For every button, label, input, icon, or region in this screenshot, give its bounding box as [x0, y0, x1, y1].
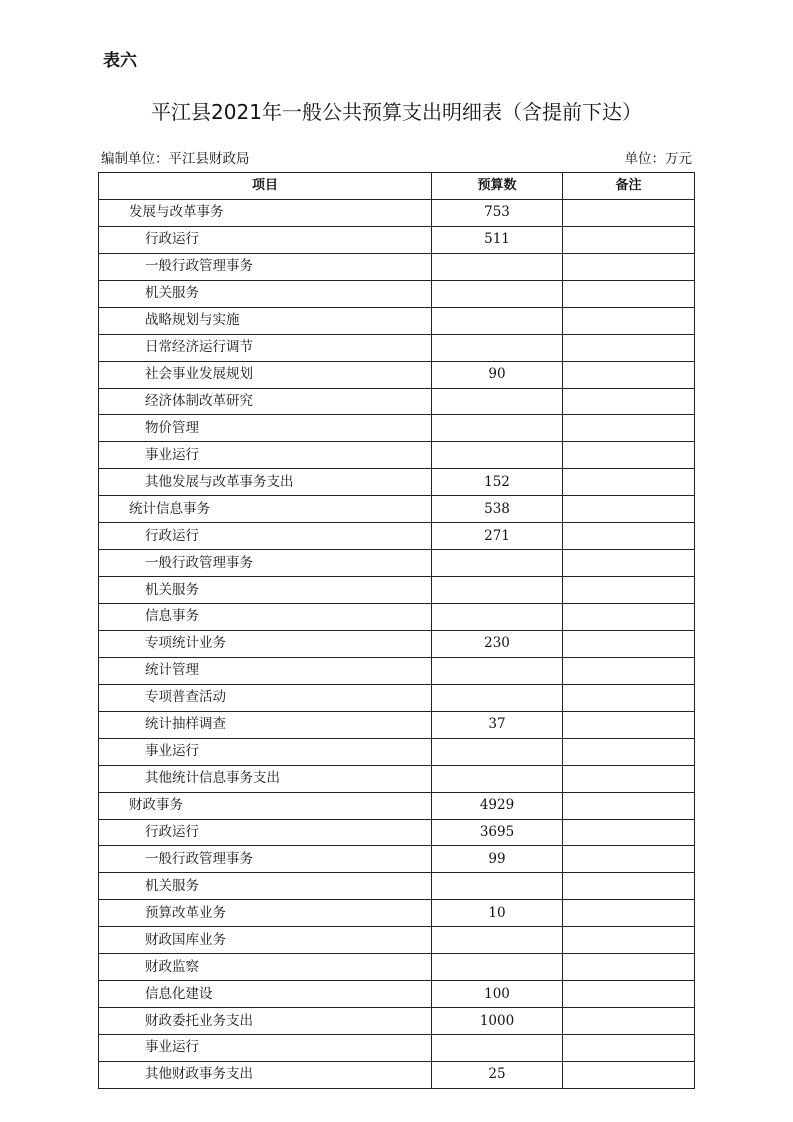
- row-item-cell: 机关服务: [99, 577, 432, 604]
- table-row: [99, 442, 695, 469]
- row-amount-cell: [432, 577, 563, 604]
- row-remark-cell: [563, 199, 695, 226]
- table-body: [99, 199, 695, 1088]
- row-remark-cell: [563, 927, 695, 954]
- table-row: [99, 711, 695, 738]
- row-item-cell: 专项统计业务: [99, 630, 432, 657]
- row-amount-cell: [432, 442, 563, 469]
- row-amount-cell: [432, 657, 563, 684]
- row-item-cell: 物价管理: [99, 415, 432, 442]
- row-remark-cell: [563, 684, 695, 711]
- row-remark-cell: [563, 900, 695, 927]
- header-remark: 备注: [563, 173, 695, 200]
- row-remark-cell: [563, 738, 695, 765]
- row-item-cell: 其他发展与改革事务支出: [99, 469, 432, 496]
- header-amount: 预算数: [432, 173, 563, 200]
- row-amount-cell: [432, 954, 563, 981]
- row-remark-cell: [563, 280, 695, 307]
- row-remark-cell: [563, 657, 695, 684]
- row-item-cell: 一般行政管理事务: [99, 253, 432, 280]
- table-row: [99, 630, 695, 657]
- row-item-cell: 信息化建设: [99, 981, 432, 1008]
- row-item-cell: 社会事业发展规划: [99, 361, 432, 388]
- row-item-cell: 一般行政管理事务: [99, 550, 432, 577]
- row-item-cell: 机关服务: [99, 873, 432, 900]
- row-amount-cell: 538: [432, 496, 563, 523]
- row-amount-cell: 3695: [432, 819, 563, 846]
- row-item-cell: 财政国库业务: [99, 927, 432, 954]
- table-number: 表六: [103, 51, 137, 71]
- row-remark-cell: [563, 469, 695, 496]
- table-row: [99, 657, 695, 684]
- table-row: [99, 819, 695, 846]
- row-item-cell: 日常经济运行调节: [99, 334, 432, 361]
- row-remark-cell: [563, 442, 695, 469]
- table-row: [99, 469, 695, 496]
- row-item-cell: 专项普查活动: [99, 684, 432, 711]
- row-item-cell: 发展与改革事务: [99, 199, 432, 226]
- table-row: [99, 334, 695, 361]
- row-amount-cell: [432, 280, 563, 307]
- row-item-cell: 行政运行: [99, 523, 432, 550]
- row-amount-cell: 271: [432, 523, 563, 550]
- row-item-cell: 统计管理: [99, 657, 432, 684]
- row-item-cell: 财政监察: [99, 954, 432, 981]
- row-remark-cell: [563, 954, 695, 981]
- row-amount-cell: [432, 604, 563, 631]
- currency-unit: 单位：万元: [624, 151, 692, 167]
- table-row: [99, 604, 695, 631]
- row-amount-cell: [432, 307, 563, 334]
- row-item-cell: 事业运行: [99, 442, 432, 469]
- row-amount-cell: 99: [432, 846, 563, 873]
- row-amount-cell: 152: [432, 469, 563, 496]
- row-item-cell: 其他财政事务支出: [99, 1061, 432, 1088]
- row-remark-cell: [563, 1035, 695, 1062]
- row-remark-cell: [563, 792, 695, 819]
- row-item-cell: 信息事务: [99, 604, 432, 631]
- table-row: [99, 927, 695, 954]
- row-amount-cell: [432, 1035, 563, 1062]
- table-row: [99, 577, 695, 604]
- row-item-cell: 统计信息事务: [99, 496, 432, 523]
- table-row: [99, 199, 695, 226]
- row-amount-cell: [432, 334, 563, 361]
- table-row: [99, 1061, 695, 1088]
- table-row: [99, 307, 695, 334]
- row-amount-cell: [432, 765, 563, 792]
- table-row: [99, 415, 695, 442]
- table-row: [99, 280, 695, 307]
- row-item-cell: 一般行政管理事务: [99, 846, 432, 873]
- table-row: [99, 792, 695, 819]
- row-remark-cell: [563, 307, 695, 334]
- row-amount-cell: 37: [432, 711, 563, 738]
- table-row: [99, 684, 695, 711]
- page-title: 平江县2021年一般公共预算支出明细表（含提前下达）: [151, 100, 642, 124]
- table-row: [99, 873, 695, 900]
- row-remark-cell: [563, 361, 695, 388]
- row-remark-cell: [563, 496, 695, 523]
- row-item-cell: 行政运行: [99, 226, 432, 253]
- row-remark-cell: [563, 765, 695, 792]
- table-row: [99, 253, 695, 280]
- table-row: [99, 226, 695, 253]
- row-remark-cell: [563, 1008, 695, 1035]
- row-remark-cell: [563, 630, 695, 657]
- row-amount-cell: [432, 388, 563, 415]
- compiler-unit: 编制单位：平江县财政局: [101, 151, 250, 167]
- table-row: [99, 1035, 695, 1062]
- row-amount-cell: 753: [432, 199, 563, 226]
- row-amount-cell: 1000: [432, 1008, 563, 1035]
- row-remark-cell: [563, 523, 695, 550]
- row-remark-cell: [563, 846, 695, 873]
- row-amount-cell: [432, 927, 563, 954]
- row-remark-cell: [563, 819, 695, 846]
- table-row: [99, 361, 695, 388]
- row-remark-cell: [563, 711, 695, 738]
- row-remark-cell: [563, 550, 695, 577]
- row-remark-cell: [563, 415, 695, 442]
- row-item-cell: 其他统计信息事务支出: [99, 765, 432, 792]
- row-amount-cell: 90: [432, 361, 563, 388]
- table-row: [99, 765, 695, 792]
- row-amount-cell: [432, 550, 563, 577]
- row-item-cell: 战略规划与实施: [99, 307, 432, 334]
- row-item-cell: 事业运行: [99, 1035, 432, 1062]
- row-remark-cell: [563, 388, 695, 415]
- row-item-cell: 预算改革业务: [99, 900, 432, 927]
- table-row: [99, 738, 695, 765]
- table-row: [99, 388, 695, 415]
- row-remark-cell: [563, 1061, 695, 1088]
- row-amount-cell: [432, 684, 563, 711]
- row-amount-cell: 4929: [432, 792, 563, 819]
- row-item-cell: 财政事务: [99, 792, 432, 819]
- row-amount-cell: 10: [432, 900, 563, 927]
- row-item-cell: 机关服务: [99, 280, 432, 307]
- table-row: [99, 1008, 695, 1035]
- row-amount-cell: 230: [432, 630, 563, 657]
- row-amount-cell: [432, 873, 563, 900]
- row-remark-cell: [563, 253, 695, 280]
- row-amount-cell: 100: [432, 981, 563, 1008]
- row-item-cell: 统计抽样调查: [99, 711, 432, 738]
- row-amount-cell: [432, 738, 563, 765]
- row-remark-cell: [563, 981, 695, 1008]
- row-item-cell: 财政委托业务支出: [99, 1008, 432, 1035]
- row-amount-cell: 511: [432, 226, 563, 253]
- row-remark-cell: [563, 604, 695, 631]
- row-amount-cell: [432, 415, 563, 442]
- table-row: [99, 900, 695, 927]
- row-amount-cell: [432, 253, 563, 280]
- row-remark-cell: [563, 334, 695, 361]
- header-row: [99, 173, 695, 200]
- row-remark-cell: [563, 226, 695, 253]
- table-row: [99, 981, 695, 1008]
- row-amount-cell: 25: [432, 1061, 563, 1088]
- table-row: [99, 496, 695, 523]
- budget-table: [98, 172, 695, 1089]
- row-remark-cell: [563, 577, 695, 604]
- row-item-cell: 经济体制改革研究: [99, 388, 432, 415]
- table-row: [99, 846, 695, 873]
- table-row: [99, 954, 695, 981]
- row-remark-cell: [563, 873, 695, 900]
- row-item-cell: 行政运行: [99, 819, 432, 846]
- header-item: 项目: [99, 173, 432, 200]
- row-item-cell: 事业运行: [99, 738, 432, 765]
- table-row: [99, 523, 695, 550]
- table-row: [99, 550, 695, 577]
